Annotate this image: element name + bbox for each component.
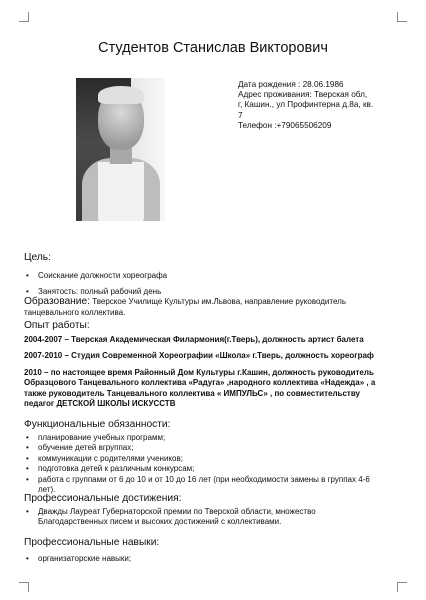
achievement-text: Благодарственных писем и высоких достижений с коллективами. (38, 517, 282, 526)
corner-mark-top-left (19, 12, 29, 22)
experience-line: Образцового Танцевального коллектива «Радуга» ,народного коллектива «Надежда» , а (24, 378, 376, 387)
goal-heading: Цель: (24, 252, 51, 263)
goal-item: • Занятость: полный рабочий день (24, 284, 402, 300)
education-text: Тверское Училище Культуры им.Львова, направление руководитель (89, 297, 346, 306)
experience-entry: 2004-2007 – Тверская Академическая Филармония(г.Тверь), должность артист балета (24, 334, 364, 344)
goal-item: • Соискание должности хореографа (24, 268, 402, 284)
address-line: 7 (238, 110, 243, 120)
birth-date: Дата рождения : 28.06.1986 (238, 80, 344, 89)
corner-mark-bottom-right (397, 582, 407, 592)
experience-line: 2010 – по настоящее время Районный Дом Культуры г.Кашин, должность руководитель (24, 367, 374, 377)
skills-section (24, 538, 402, 564)
corner-mark-bottom-left (19, 582, 29, 592)
duty-item: • подготовка детей к различным конкурсам; (24, 464, 402, 475)
experience-entry-long (24, 368, 402, 410)
duties-heading: Функциональные обязанности: (24, 419, 171, 430)
education-label: Образование: (24, 296, 90, 307)
resume-name: Студентов Станислав Викторович (98, 40, 328, 56)
profile-photo (76, 78, 165, 221)
experience-entry: 2007-2010 – Студия Современной Хореографии «Школа» г.Тверь, должность хореограф (24, 351, 374, 360)
skill-item: • организаторские навыки; (24, 554, 402, 565)
achievement-item (24, 507, 402, 528)
duty-item-text: лет). (38, 485, 56, 494)
goal-section (24, 253, 402, 300)
duty-item: • планирование учебных программ; (24, 433, 402, 444)
duty-item: • коммуникации с родителями учеников; (24, 454, 402, 465)
experience-line: также руководитель Танцевального коллектива « ИМПУЛЬС» , по совместительству (24, 388, 360, 398)
corner-mark-top-right (397, 12, 407, 22)
experience-section (24, 321, 402, 410)
skills-heading: Профессиональные навыки: (24, 537, 160, 548)
achievements-heading: Профессиональные достижения: (24, 493, 182, 504)
education-text-2: танцевального коллектива. (24, 307, 126, 317)
contact-block (238, 80, 388, 131)
duty-item-text: работа с группами от 6 до 10 и от 10 до 16 лет (при необходимости замены в группах 4-6 (38, 474, 370, 484)
duties-section (24, 420, 402, 496)
education-section (24, 297, 402, 318)
phone: Телефон :+79065506209 (238, 120, 332, 130)
address-line: Адрес проживания: Тверская обл, (238, 90, 368, 100)
duty-item: • обучение детей вгруппах; (24, 443, 402, 454)
experience-line: педагог ДЕТСКОЙ ШКОЛЫ ИСКУССТВ (24, 399, 176, 408)
achievement-text: Дважды Лауреат Губернаторской премии по Тверской области, множество (38, 506, 316, 516)
address-line: г, Кашин., ул Профинтерна д.8а, кв. (238, 100, 374, 110)
experience-heading: Опыт работы: (24, 320, 90, 331)
achievements-section (24, 494, 402, 528)
